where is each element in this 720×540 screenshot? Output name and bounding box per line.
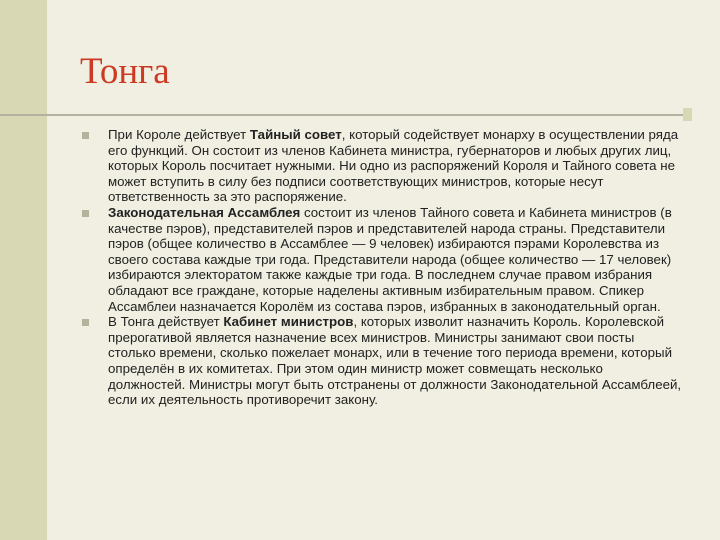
bullet-text-start: При Короле действует bbox=[108, 127, 250, 142]
left-decorative-band bbox=[0, 0, 47, 540]
bullet-text bbox=[108, 314, 682, 408]
list-item bbox=[82, 127, 682, 205]
list-item bbox=[82, 314, 682, 408]
bullet-text bbox=[108, 205, 682, 314]
square-bullet-icon bbox=[82, 314, 108, 332]
divider-accent bbox=[683, 108, 692, 121]
title-divider bbox=[0, 114, 683, 116]
list-item bbox=[82, 205, 682, 314]
bullet-bold-term: Законодательная Ассамблея bbox=[108, 204, 301, 220]
bullet-text-rest: , который содействует монарху в осуществлении ряда его функций. Он состоит из членов Кабинета министра, губернаторов и любых других лиц, которых Король посчитает нужными. Ни одно из распоряжений Короля и Тайного совета не может вступить в силу без подписи соответствующих министров, которые несут ответственность за это распоряжение. bbox=[108, 127, 679, 205]
bullet-text-rest: состоит из членов Тайного совета и Кабинета министров (в качестве пэров), представителей пэров и представителей народа страны. Представители пэров (общее количество в Ассамблее — 9 человек) избираются пэрами Королевства из своего состава каждые три года. Представители народа (общее количество — 17 человек) избираются электоратом также каждые три года. В последнем случае правом избрания обладают все граждане, которые наделены активным избирательным правом. Спикер Ассамблеи назначается Королём из состава пэров, избранных в законодательный орган. bbox=[108, 204, 672, 314]
bullet-text-start: В Тонга действует bbox=[108, 314, 224, 330]
square-bullet-icon bbox=[82, 127, 108, 145]
bullet-text-rest: , которых изволит назначить Король. Королевской прерогативой является назначение всех министров. Министры занимают свои посты столько времени, сколько пожелает монарх, или в течение того периода времени, который определён в их комитетах. При этом один министр может совмещать несколько должностей. Министры могут быть отстранены от должности Законодательной Ассамблеей, если их деятельность противоречит закону. bbox=[108, 314, 682, 408]
bullet-bold-term: Кабинет министров bbox=[223, 314, 354, 330]
square-bullet-icon bbox=[82, 205, 108, 223]
bullet-bold-term: Тайный совет bbox=[249, 127, 342, 142]
slide-title: Тонга bbox=[80, 51, 170, 92]
bullet-text bbox=[108, 127, 682, 205]
bullet-list bbox=[82, 127, 682, 408]
